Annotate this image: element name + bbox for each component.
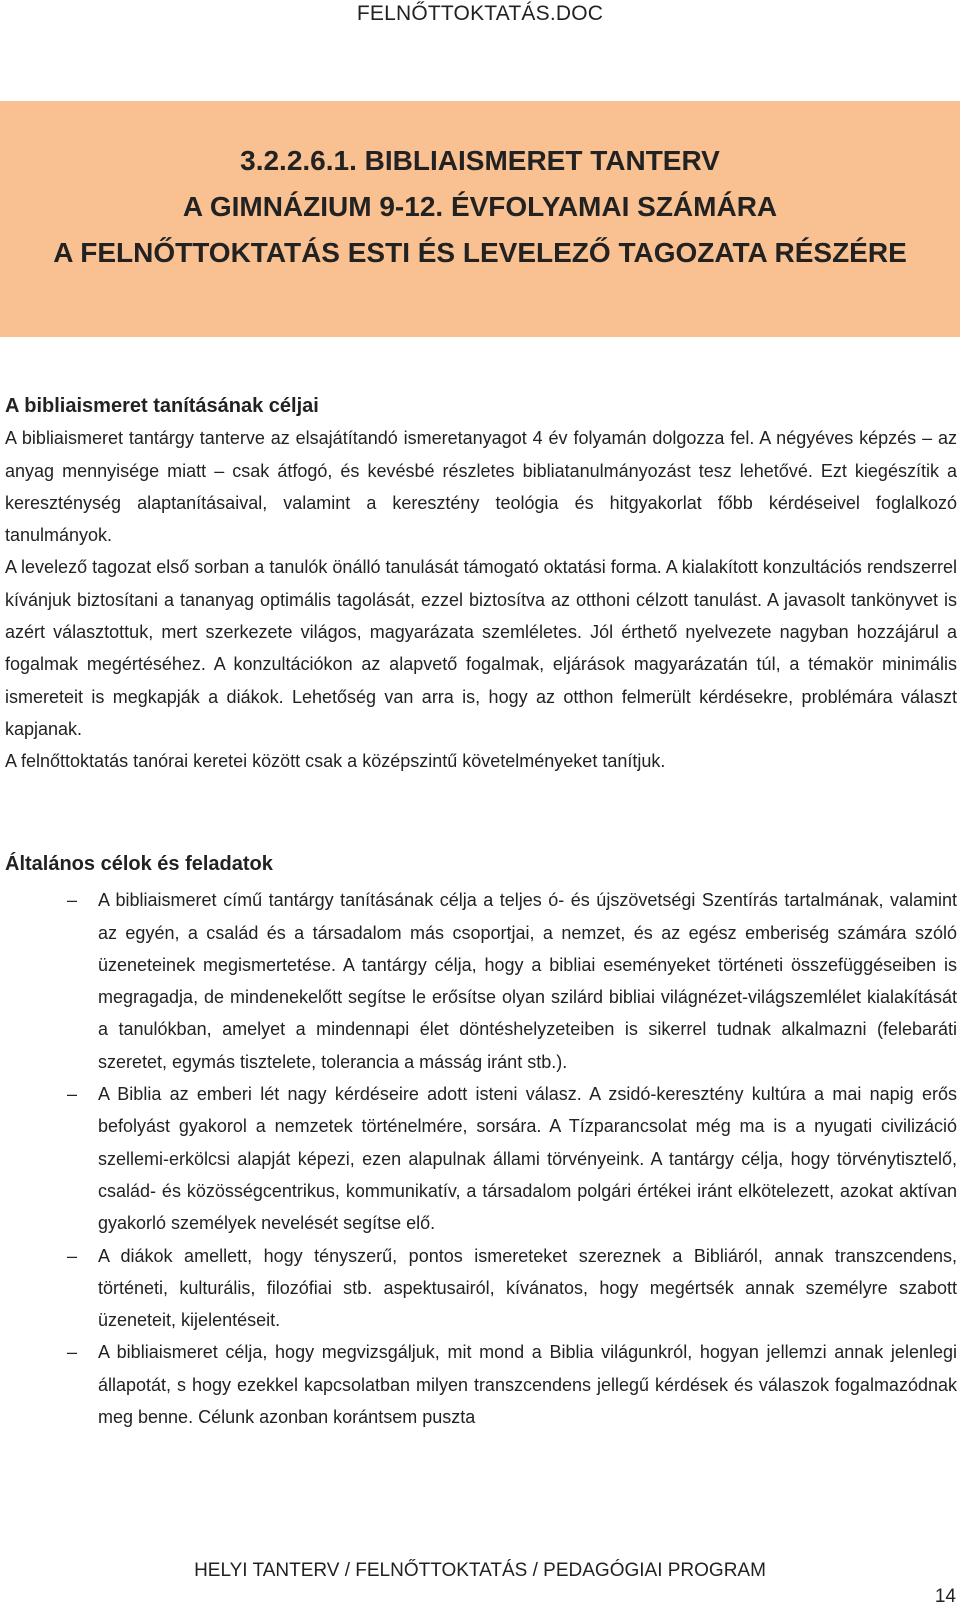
title-line-2: A GIMNÁZIUM 9-12. ÉVFOLYAMAI SZÁMÁRA [182,191,778,222]
section-general-goals [5,848,957,1433]
section-heading: Általános célok és feladatok [5,853,273,875]
section-goals [5,390,957,778]
title-box [0,101,960,337]
paragraph: A felnőttoktatás tanórai keretei között csak a középszintű követelményeket tanítjuk. [5,751,666,772]
running-footer: HELYI TANTERV / FELNŐTTOKTATÁS / PEDAGÓGIAI PROGRAM [194,1560,766,1581]
dash-bullet: – [67,1342,78,1363]
section-heading: A bibliaismeret tanításának céljai [5,395,319,417]
list-item: – A bibliaismeret célja, hogy megvizsgáljuk, mit mond a Biblia világunkról, hogyan jellemzi annak jelenlegi állapotát, s hogy ezekkel kapcsolatban milyen transzcendens jellegű kérdések és válaszok fogalmazódnak meg benne. Célunk azonban korántsem puszta [5,1336,957,1433]
list-item: – A Biblia az emberi lét nagy kérdéseire adott isteni válasz. A zsidó-keresztény kultúra a mai napig erős befolyást gyakorol a nemzetek történelmére, sorsára. A Tízparancsolat még ma is a nyugati civilizáció szellemi-erkölcsi alapját képezi, ezen alapulnak állami törvényeink. A tantárgy célja, hogy törvénytisztelő, család- és közösségcentrikus, kommunikatív, a társadalom polgári értékei iránt elkötelezett, azokat aktívan gyakorló személyek nevelését segítse elő. [5,1078,957,1239]
paragraph: A levelező tagozat első sorban a tanulók önálló tanulását támogató oktatási forma. A kialakított konzultációs rendszerrel kívánjuk biztosítani a tananyag optimális tagolását, ezzel biztosítva az otthoni célzott tanulást. A javasolt tankönyvet is azért választottuk, mert szerkezete világos, magyarázata szemléletes. Jól érthető nyelvezete nagyban hozzájárul a fogalmak megértéséhez. A konzultációkon az alapvető fogalmak, eljárások magyarázatán túl, a témakör minimális ismereteit is megkapják a diákok. Lehetőség van arra is, hogy az otthon felmerült kérdésekre, problémára választ kapjanak. [5,557,957,739]
list-item: – A diákok amellett, hogy tényszerű, pontos ismereteket szereznek a Bibliáról, annak transzcendens, történeti, kulturális, filozófiai stb. aspektusairól, kívánatos, hogy megértsék annak személyre szabott üzeneteit, kijelentéseit. [5,1240,957,1337]
page-number: 14 [934,1586,956,1607]
title-line-3: A FELNŐTTOKTATÁS ESTI ÉS LEVELEZŐ TAGOZATA RÉSZÉRE [53,237,907,268]
title-line-1: 3.2.2.6.1. BIBLIAISMERET TANTERV [240,145,720,176]
dash-bullet: – [67,1084,78,1105]
paragraph: A bibliaismeret tantárgy tanterve az elsajátítandó ismeretanyagot 4 év folyamán dolgozza fel. A négyéves képzés – az anyag mennyisége miatt – csak átfogó, és kevésbé részletes bibliatanulmányozást tesz lehetővé. Ezt kiegészítik a kereszténység alaptanításaival, valamint a keresztény teológia és hitgyakorlat főbb kérdéseivel foglalkozó tanulmányok. [5,428,957,546]
running-header: FELNŐTTOKTATÁS.DOC [356,2,604,25]
list-item: – A bibliaismeret című tantárgy tanításának célja a teljes ó- és újszövetségi Szentírás tartalmának, valamint az egyén, a család és a társadalom más csoportjai, a nemzet, és az egész emberiség számára szóló üzeneteinek megismertetése. A tantárgy célja, hogy a bibliai eseményeket történeti összefüggéseiben is megragadja, de mindenekelőtt segítse le erősítse olyan szilárd bibliai világnézet-világszemlélet kialakítását a tanulókban, amelyet a mindennapi élet döntéshelyzeteiben is sikerrel tudnak alkalmazni (felebaráti szeretet, egymás tisztelete, tolerancia a másság iránt stb.). [5,884,957,1078]
dash-bullet: – [67,890,78,911]
goals-list [5,884,957,1433]
dash-bullet: – [67,1245,78,1266]
